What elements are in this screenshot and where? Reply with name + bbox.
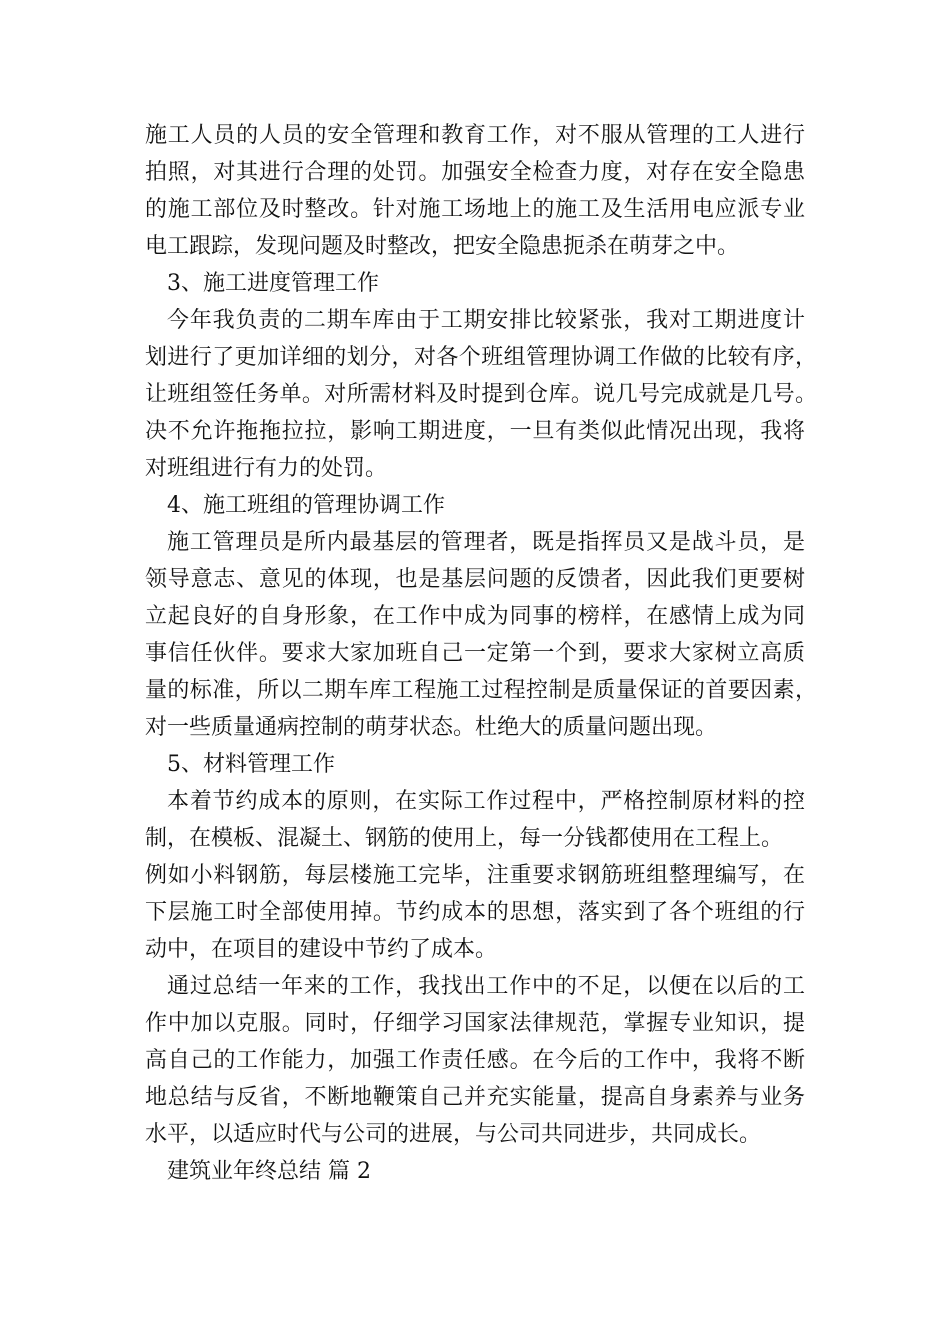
body-line: 通过总结一年来的工作，我找出工作中的不足，以便在以后的工 [167,974,805,999]
body-line: 对班组进行有力的处罚。 [145,456,388,481]
body-line: 立起良好的自身形象，在工作中成为同事的榜样，在感情上成为同 [145,604,805,629]
section-heading: 建筑业年终总结 篇 2 [167,1159,371,1184]
body-line: 领导意志、意见的体现，也是基层问题的反馈者，因此我们更要树 [145,567,805,592]
body-line: 水平，以适应时代与公司的进展，与公司共同进步，共同成长。 [145,1122,762,1147]
body-line: 施工人员的人员的安全管理和教育工作，对不服从管理的工人进行 [145,123,805,148]
body-line: 今年我负责的二期车库由于工期安排比较紧张，我对工期进度计 [167,308,805,333]
body-line: 划进行了更加详细的划分，对各个班组管理协调工作做的比较有序， [145,345,817,370]
body-line: 作中加以克服。同时，仔细学习国家法律规范，掌握专业知识，提 [145,1011,805,1036]
body-line: 量的标准，所以二期车库工程施工过程控制是质量保证的首要因素， [145,678,817,703]
body-line: 例如小料钢筋，每层楼施工完毕，注重要求钢筋班组整理编写，在 [145,863,805,888]
body-line: 动中，在项目的建设中节约了成本。 [145,937,498,962]
section-heading: 5、材料管理工作 [167,752,335,777]
body-line: 本着节约成本的原则，在实际工作过程中，严格控制原材料的控 [167,789,805,814]
body-line: 对一些质量通病控制的萌芽状态。杜绝大的质量问题出现。 [145,715,718,740]
body-line: 拍照，对其进行合理的处罚。加强安全检查力度，对存在安全隐患 [145,160,805,185]
body-line: 地总结与反省，不断地鞭策自己并充实能量，提高自身素养与业务 [145,1085,805,1110]
body-line: 让班组签任务单。对所需材料及时提到仓库。说几号完成就是几号。 [145,382,817,407]
section-heading: 4、施工班组的管理协调工作 [167,493,445,518]
body-line: 制，在模板、混凝土、钢筋的使用上，每一分钱都使用在工程上。 [145,826,784,851]
body-line: 下层施工时全部使用掉。节约成本的思想，落实到了各个班组的行 [145,900,805,925]
body-line: 施工管理员是所内最基层的管理者，既是指挥员又是战斗员，是 [167,530,805,555]
body-line: 决不允许拖拖拉拉，影响工期进度，一旦有类似此情况出现，我将 [145,419,805,444]
body-line: 事信任伙伴。要求大家加班自己一定第一个到，要求大家树立高质 [145,641,805,666]
body-line: 高自己的工作能力，加强工作责任感。在今后的工作中，我将不断 [145,1048,805,1073]
body-line: 电工跟踪，发现问题及时整改，把安全隐患扼杀在萌芽之中。 [145,234,740,259]
section-heading: 3、施工进度管理工作 [167,271,379,296]
body-line: 的施工部位及时整改。针对施工场地上的施工及生活用电应派专业 [145,197,805,222]
